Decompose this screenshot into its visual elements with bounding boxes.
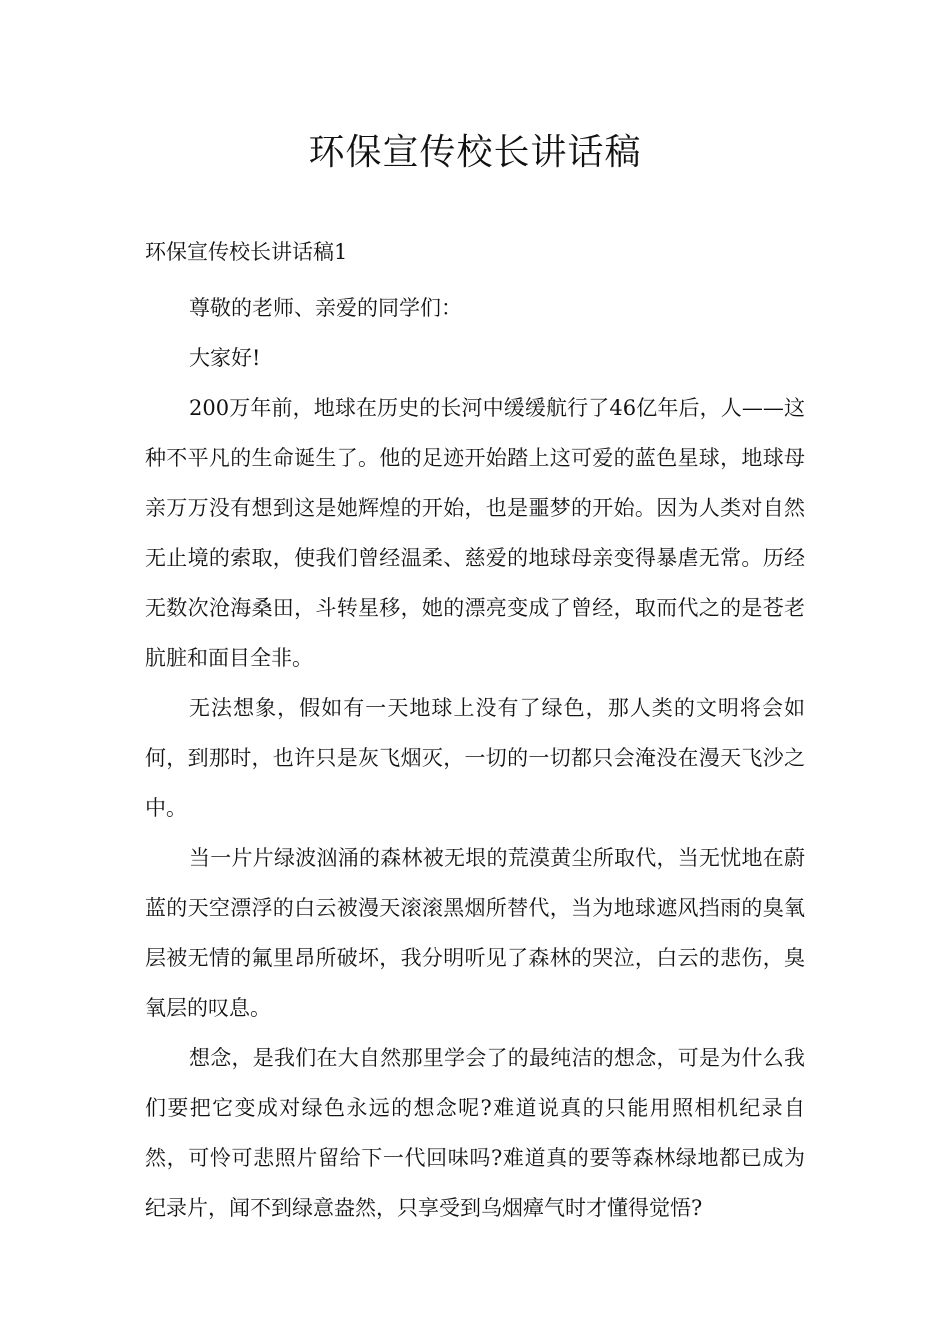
document-title: 环保宣传校长讲话稿: [308, 132, 642, 173]
document-body: [145, 232, 805, 1233]
body-paragraph: 想念，是我们在大自然那里学会了的最纯洁的想念，可是为什么我们要把它变成对绿色永远的想念呢?难道说真的只能用照相机纪录自然，可怜可悲照片留给下一代回味吗?难道真的要等森林绿地都已成为纪录片，闻不到绿意盎然，只享受到乌烟瘴气时才懂得觉悟?: [145, 1046, 805, 1220]
salutation-paragraph: 尊敬的老师、亲爱的同学们：: [189, 296, 462, 320]
body-paragraph: 200万年前，地球在历史的长河中缓缓航行了46亿年后，人——这种不平凡的生命诞生了。他的足迹开始踏上这可爱的蓝色星球，地球母亲万万没有想到这是她辉煌的开始，也是噩梦的开始。因为人类对自然无止境的索取，使我们曾经温柔、慈爱的地球母亲变得暴虐无常。历经无数次沧海桑田，斗转星移，她的漂亮变成了曾经，取而代之的是苍老肮脏和面目全非。: [145, 396, 805, 670]
body-paragraph: 当一片片绿波汹涌的森林被无垠的荒漠黄尘所取代，当无忧地在蔚蓝的天空漂浮的白云被漫天滚滚黑烟所替代，当为地球遮风挡雨的臭氧层被无情的氟里昂所破坏，我分明听见了森林的哭泣，白云的悲伤，臭氧层的叹息。: [145, 846, 805, 1020]
section-heading: 环保宣传校长讲话稿1: [145, 240, 348, 264]
greeting-paragraph: 大家好!: [189, 346, 261, 370]
body-paragraph: 无法想象，假如有一天地球上没有了绿色，那人类的文明将会如何，到那时，也许只是灰飞烟灭，一切的一切都只会淹没在漫天飞沙之中。: [145, 696, 805, 820]
